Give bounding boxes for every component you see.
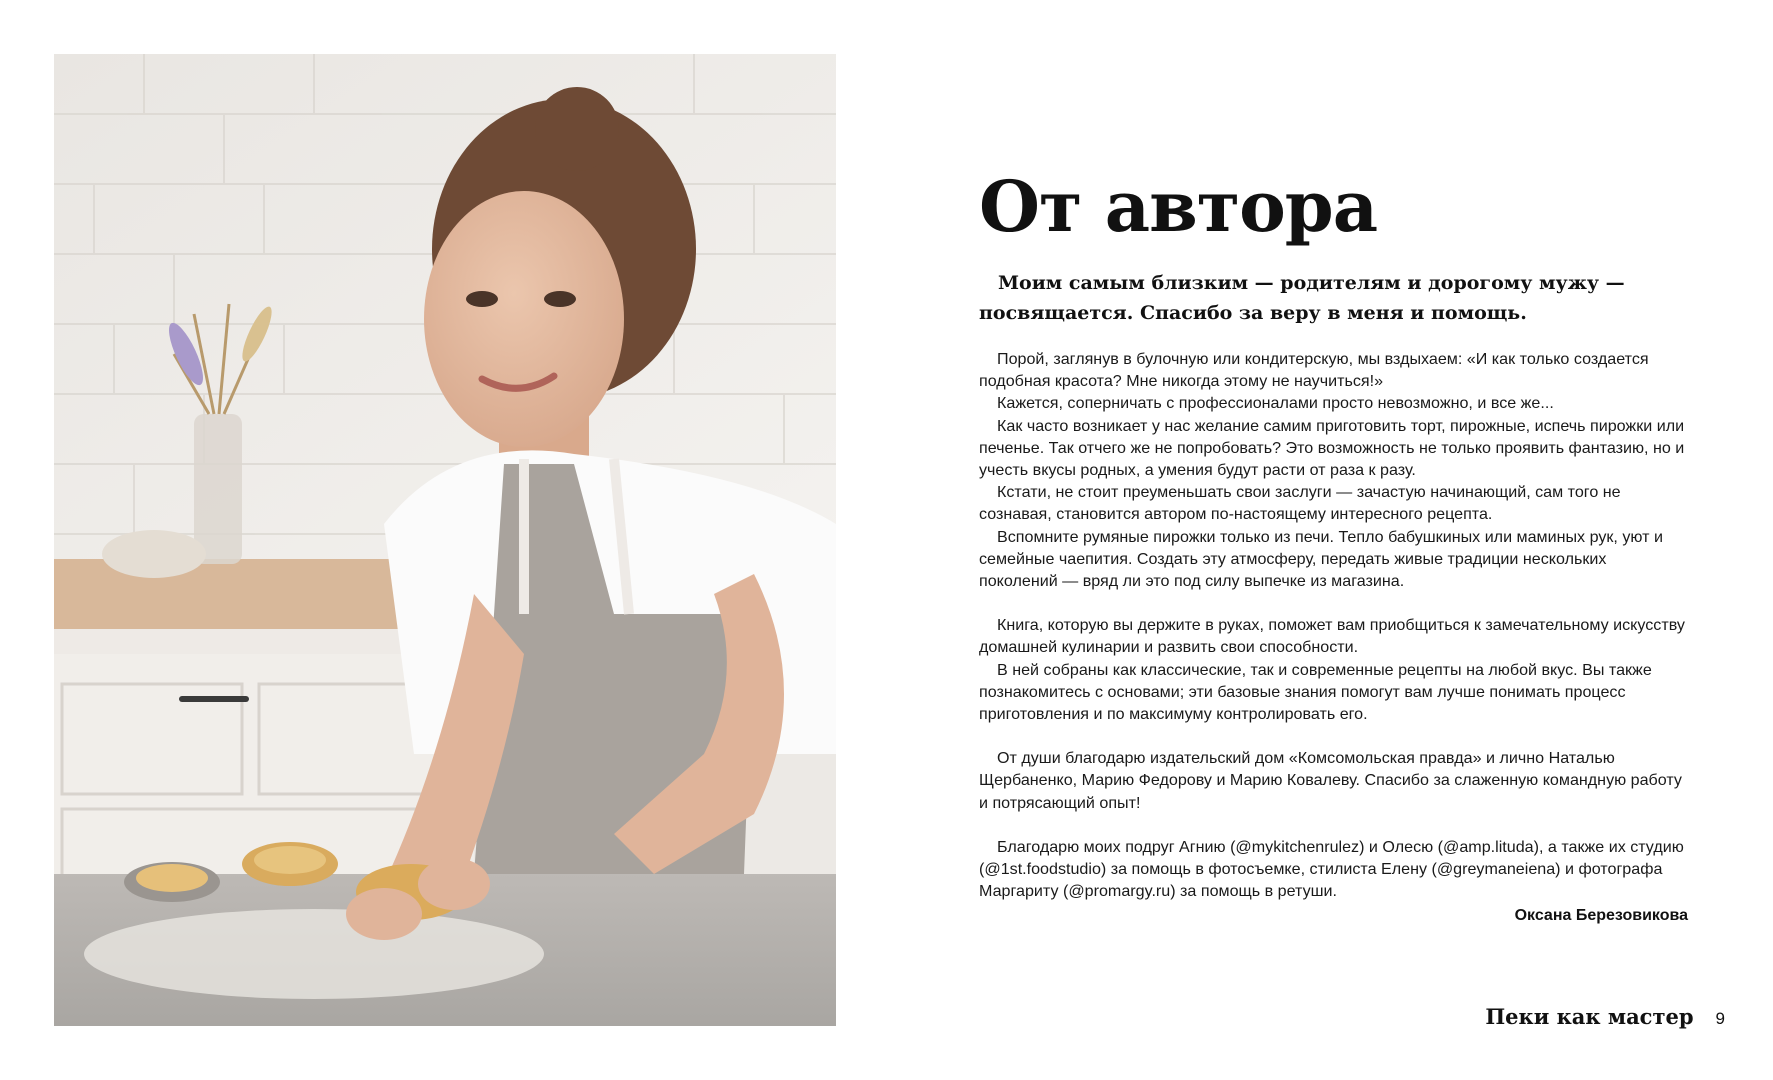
paragraph: Благодарю моих подруг Агнию (@mykitchenrulez) и Олесю (@amp.lituda), а также их студию (@1st.foodstudio) за помощь в фотосъемке, стилиста Елену (@greymaneiena) и фотографа Маргариту (@promargy.ru) за помощь в ретуши. bbox=[979, 837, 1684, 901]
paragraph: Как часто возникает у нас желание самим приготовить торт, пирожные, испечь пирожки или печенье. Так отчего же не попробовать? Это возможность не только проявить фантазию, но и учесть вкусы родных, а умения будут расти от раза к разу. bbox=[979, 416, 1685, 480]
page-number: 9 bbox=[1715, 1009, 1725, 1028]
paragraph: Кстати, не стоит преуменьшать свои заслуги — зачастую начинающий, сам того не сознавая, становится автором по-настоящему интересного рецепта. bbox=[979, 483, 1621, 524]
page-footer bbox=[1485, 1004, 1725, 1029]
author-photo-illustration bbox=[54, 54, 836, 1026]
paragraph: В ней собраны как классические, так и современные рецепты на любой вкус. Вы также познакомитесь с основами; эти базовые знания помогут вам лучше понимать процесс приготовления и по максимуму контролировать его. bbox=[979, 660, 1652, 724]
body-text bbox=[979, 348, 1689, 902]
paragraph: Порой, заглянув в булочную или кондитерскую, мы вздыхаем: «И как только создается подобная красота? Мне никогда этому не научиться!» bbox=[979, 350, 1649, 391]
author-signature: Оксана Березовикова bbox=[1514, 907, 1688, 924]
paragraph: От души благодарю издательский дом «Комсомольская правда» и лично Наталью Щербаненко, Марию Федорову и Марию Ковалеву. Спасибо за слаженную командную работу и потрясающий опыт! bbox=[979, 749, 1682, 812]
page-title: От автора bbox=[979, 165, 1378, 248]
author-photo bbox=[54, 54, 836, 1026]
dedication: Моим самым близким — родителям и дорогому мужу — посвящается. Спасибо за веру в меня и помощь. bbox=[979, 272, 1625, 324]
paragraph: Вспомните румяные пирожки только из печи. Тепло бабушкиных или маминых рук, уют и семейные чаепития. Создать эту атмосферу, передать живые традиции нескольких поколений — вряд ли это под силу выпечке из магазина. bbox=[979, 527, 1663, 591]
paragraph: Книга, которую вы держите в руках, поможет вам приобщиться к замечательному искусству домашней кулинарии и развить свои способности. bbox=[979, 616, 1685, 657]
paragraph: Кажется, соперничать с профессионалами просто невозможно, и все же... bbox=[997, 394, 1554, 413]
running-title: Пеки как мастер bbox=[1485, 1004, 1694, 1029]
